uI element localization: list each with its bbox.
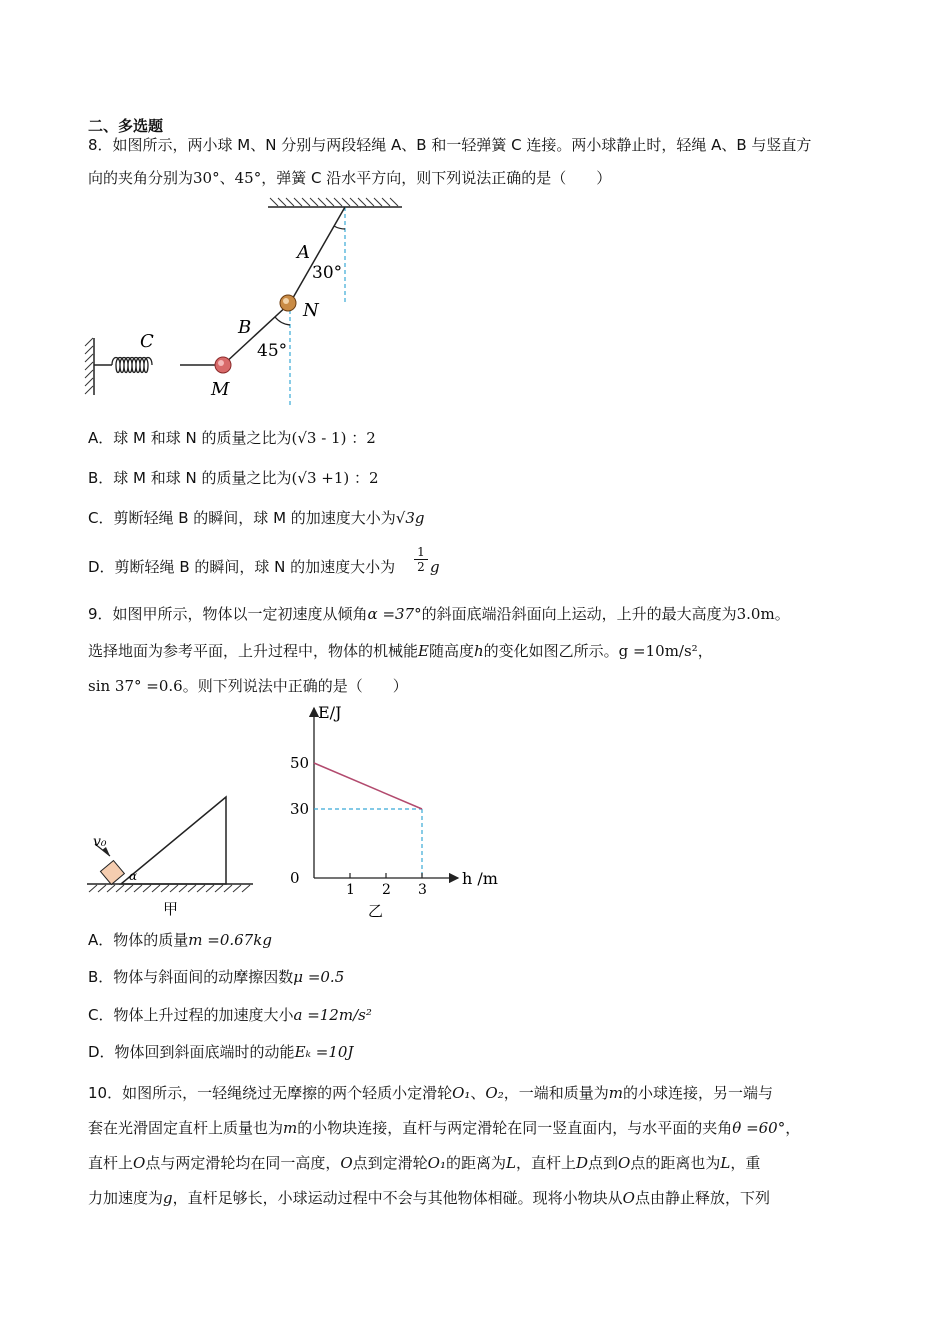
series-line-0 xyxy=(314,763,422,809)
section-title: 二、多选题 xyxy=(88,117,164,135)
q8-option-c: C．剪断轻绳 B 的瞬间，球 M 的加速度大小为√3g xyxy=(88,509,425,527)
q10-stem-line4: 力加速度为g，直杆足够长，小球运动过程中不会与其他物体相碰。现将小物块从O点由静止释放，下列 xyxy=(88,1189,770,1207)
q8-angle-45: 45° xyxy=(234,169,262,187)
q8-option-d: D．剪断轻绳 B 的瞬间，球 N 的加速度大小为 xyxy=(88,558,396,576)
q8-option-a: A．球 M 和球 N 的质量之比为(√3 - 1) ：2 xyxy=(88,429,376,447)
q10-stem-line3: 直杆上O点与两定滑轮均在同一高度，O点到定滑轮O₁的距离为L，直杆上D点到O点的距离也为L，重 xyxy=(88,1154,761,1172)
q9-figure-jia xyxy=(85,790,260,920)
label-A: A xyxy=(297,242,310,263)
y-tick-label-50: 50 xyxy=(290,754,310,772)
q8-stem-line1: 8．如图所示，两小球 M、N 分别与两段轻绳 A、B 和一轻弹簧 C 连接。两小球静止时，轻绳 A、B 与竖直方 xyxy=(88,136,812,154)
label-M: M xyxy=(211,379,230,400)
label-30deg: 30° xyxy=(312,263,343,283)
q8-option-d-g: g xyxy=(430,558,440,576)
label-alpha: α xyxy=(129,869,138,883)
label-N: N xyxy=(303,300,319,321)
q8-figure xyxy=(80,195,410,410)
q9-option-b: B．物体与斜面间的动摩擦因数μ =0.5 xyxy=(88,968,345,986)
q10-stem-line2: 套在光滑固定直杆上质量也为m的小物块连接，直杆与两定滑轮在同一竖直面内，与水平面的夹角θ =60°， xyxy=(88,1119,801,1137)
q8-fraction: 1 2 xyxy=(414,545,428,574)
label-C: C xyxy=(140,331,154,352)
q9-figure-yi-chart xyxy=(280,700,510,925)
y-tick-label-0: 0 xyxy=(290,869,300,887)
q8-stem-line2: 向的夹角分别为30°、45°，弹簧 C 沿水平方向，则下列说法正确的是（ ） xyxy=(88,169,612,187)
q10-stem-line1: 10．如图所示，一轻绳绕过无摩擦的两个轻质小定滑轮O₁、O₂，一端和质量为m的小球连接，另一端与 xyxy=(88,1084,773,1102)
q9-option-d: D．物体回到斜面底端时的动能Eₖ =10J xyxy=(88,1043,354,1061)
label-B: B xyxy=(238,317,252,338)
axis-label-x: h /m xyxy=(462,869,498,888)
y-tick-label-30: 30 xyxy=(290,800,310,818)
x-tick-label-1: 1 xyxy=(346,882,355,898)
caption-yi: 乙 xyxy=(368,902,384,920)
label-45deg: 45° xyxy=(257,341,288,361)
axis-label-y: E/J xyxy=(318,703,342,722)
x-tick-label-3: 3 xyxy=(418,882,427,898)
x-tick-label-2: 2 xyxy=(382,882,391,898)
q9-option-c: C．物体上升过程的加速度大小a =12m/s² xyxy=(88,1006,372,1024)
caption-jia: 甲 xyxy=(163,900,179,918)
q8-option-b: B．球 M 和球 N 的质量之比为(√3 +1) ：2 xyxy=(88,469,379,487)
q9-option-a: A．物体的质量m =0.67kg xyxy=(88,931,272,949)
q9-stem-line2: 选择地面为参考平面，上升过程中，物体的机械能E随高度h的变化如图乙所示。g =10m/s²， xyxy=(88,642,713,660)
label-v0: v₀ xyxy=(93,834,107,850)
q8-angle-30: 30° xyxy=(193,169,220,187)
q9-stem-line3: sin 37° =0.6。则下列说法中正确的是（ ） xyxy=(88,677,408,695)
q9-stem-line1: 9．如图甲所示，物体以一定初速度从倾角α =37°的斜面底端沿斜面向上运动，上升的最大高度为3.0m。 xyxy=(88,605,790,623)
